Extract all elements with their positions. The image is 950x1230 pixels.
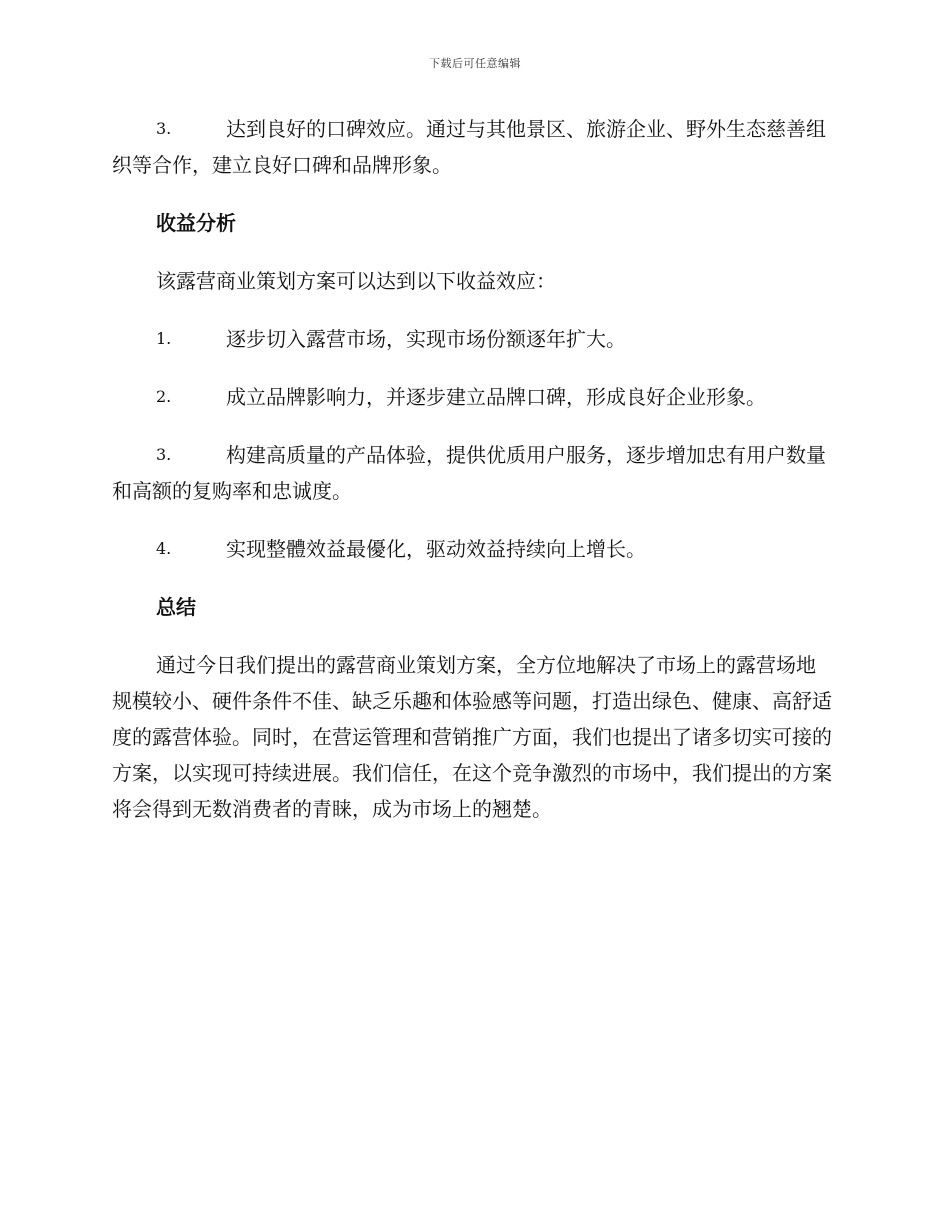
list-text: 实现整體效益最優化，驱动效益持续向上增长。 [226, 537, 646, 561]
list-item [112, 531, 834, 567]
document-content [112, 111, 834, 849]
list-number: 1. [156, 329, 172, 348]
list-number: 2. [156, 387, 172, 406]
list-text: 成立品牌影响力，并逐步建立品牌口碑，形成良好企业形象。 [226, 385, 766, 409]
list-number: 4. [156, 539, 172, 558]
list-item [112, 437, 834, 509]
revenue-intro: 该露营商业策划方案可以达到以下收益效应： [156, 269, 556, 293]
summary-body: 通过今日我们提出的露营商业策划方案，全方位地解决了市场上的露营场地规模较小、硬件条件不佳、缺乏乐趣和体验感等问题，打造出绿色、健康、高舒适度的露营体验。同时，在营运管理和营销推广方面，我们也提出了诸多切实可接的方案，以实现可持续进展。我们信任，在这个竞争激烈的市场中，我们提出的方案将会得到无数消费者的青睐，成为市场上的翘楚。 [112, 653, 832, 821]
list-text: 达到良好的口碑效应。通过与其他景区、旅游企业、野外生态慈善组织等合作，建立良好口碑和品牌形象。 [112, 117, 826, 177]
list-item [112, 321, 834, 357]
list-text: 逐步切入露营市场，实现市场份额逐年扩大。 [226, 327, 626, 351]
list-text: 构建高质量的产品体验，提供优质用户服务，逐步增加忠有用户数量和高额的复购率和忠诚度。 [112, 443, 826, 503]
section-heading-summary: 总结 [156, 595, 196, 619]
list-number: 3. [156, 445, 172, 464]
list-item [112, 111, 834, 183]
header-note: 下载后可任意编辑 [429, 57, 521, 70]
list-item [112, 379, 834, 415]
list-number: 3. [156, 119, 172, 138]
section-heading-revenue: 收益分析 [156, 211, 236, 235]
